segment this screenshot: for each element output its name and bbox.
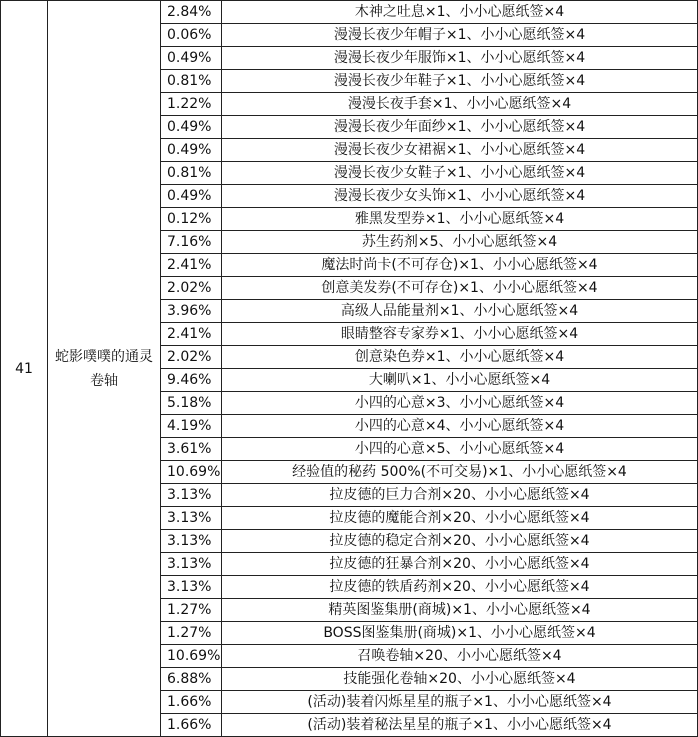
group-name-cell: 蛇影噗噗的通灵卷轴 xyxy=(48,1,161,737)
reward-cell: 小四的心意×4、小小心愿纸签×4 xyxy=(222,415,698,438)
probability-cell: 10.69% xyxy=(161,645,222,668)
probability-cell: 3.13% xyxy=(161,484,222,507)
reward-cell: (活动)装着秘法星星的瓶子×1、小小心愿纸签×4 xyxy=(222,714,698,737)
probability-cell: 1.27% xyxy=(161,599,222,622)
reward-cell: 雅黑发型券×1、小小心愿纸签×4 xyxy=(222,208,698,231)
table-row xyxy=(1,1,698,24)
probability-cell: 1.22% xyxy=(161,93,222,116)
probability-cell: 3.13% xyxy=(161,530,222,553)
probability-cell: 0.81% xyxy=(161,70,222,93)
reward-cell: 漫漫长夜手套×1、小小心愿纸签×4 xyxy=(222,93,698,116)
reward-cell: 技能强化卷轴×20、小小心愿纸签×4 xyxy=(222,668,698,691)
probability-cell: 1.66% xyxy=(161,691,222,714)
probability-cell: 3.61% xyxy=(161,438,222,461)
probability-cell: 3.13% xyxy=(161,576,222,599)
probability-cell: 4.19% xyxy=(161,415,222,438)
probability-cell: 0.49% xyxy=(161,139,222,162)
probability-cell: 2.41% xyxy=(161,323,222,346)
probability-cell: 2.02% xyxy=(161,277,222,300)
probability-cell: 0.06% xyxy=(161,24,222,47)
reward-cell: 漫漫长夜少女裙裾×1、小小心愿纸签×4 xyxy=(222,139,698,162)
reward-cell: 木神之吐息×1、小小心愿纸签×4 xyxy=(222,1,698,24)
reward-cell: 拉皮德的稳定合剂×20、小小心愿纸签×4 xyxy=(222,530,698,553)
reward-cell: 漫漫长夜少年鞋子×1、小小心愿纸签×4 xyxy=(222,70,698,93)
reward-cell: 精英图鉴集册(商城)×1、小小心愿纸签×4 xyxy=(222,599,698,622)
probability-cell: 0.49% xyxy=(161,47,222,70)
reward-cell: 拉皮德的铁盾药剂×20、小小心愿纸签×4 xyxy=(222,576,698,599)
probability-cell: 3.13% xyxy=(161,553,222,576)
reward-cell: 拉皮德的巨力合剂×20、小小心愿纸签×4 xyxy=(222,484,698,507)
probability-cell: 0.12% xyxy=(161,208,222,231)
reward-cell: 小四的心意×3、小小心愿纸签×4 xyxy=(222,392,698,415)
reward-cell: 拉皮德的魔能合剂×20、小小心愿纸签×4 xyxy=(222,507,698,530)
reward-cell: 高级人品能量剂×1、小小心愿纸签×4 xyxy=(222,300,698,323)
probability-cell: 0.49% xyxy=(161,116,222,139)
reward-cell: (活动)装着闪烁星星的瓶子×1、小小心愿纸签×4 xyxy=(222,691,698,714)
probability-cell: 3.13% xyxy=(161,507,222,530)
reward-cell: 漫漫长夜少年服饰×1、小小心愿纸签×4 xyxy=(222,47,698,70)
reward-cell: 创意美发券(不可存仓)×1、小小心愿纸签×4 xyxy=(222,277,698,300)
probability-cell: 0.81% xyxy=(161,162,222,185)
reward-cell: 眼睛整容专家券×1、小小心愿纸签×4 xyxy=(222,323,698,346)
group-index-cell: 41 xyxy=(1,1,48,737)
probability-cell: 9.46% xyxy=(161,369,222,392)
reward-cell: 拉皮德的狂暴合剂×20、小小心愿纸签×4 xyxy=(222,553,698,576)
reward-cell: 召唤卷轴×20、小小心愿纸签×4 xyxy=(222,645,698,668)
probability-table-body xyxy=(1,1,698,737)
probability-cell: 2.02% xyxy=(161,346,222,369)
reward-cell: 魔法时尚卡(不可存仓)×1、小小心愿纸签×4 xyxy=(222,254,698,277)
reward-cell: 小四的心意×5、小小心愿纸签×4 xyxy=(222,438,698,461)
probability-cell: 2.41% xyxy=(161,254,222,277)
probability-cell: 5.18% xyxy=(161,392,222,415)
reward-cell: 漫漫长夜少女鞋子×1、小小心愿纸签×4 xyxy=(222,162,698,185)
probability-cell: 2.84% xyxy=(161,1,222,24)
probability-cell: 0.49% xyxy=(161,185,222,208)
reward-cell: BOSS图鉴集册(商城)×1、小小心愿纸签×4 xyxy=(222,622,698,645)
reward-cell: 创意染色券×1、小小心愿纸签×4 xyxy=(222,346,698,369)
reward-cell: 漫漫长夜少年帽子×1、小小心愿纸签×4 xyxy=(222,24,698,47)
probability-cell: 3.96% xyxy=(161,300,222,323)
reward-cell: 漫漫长夜少年面纱×1、小小心愿纸签×4 xyxy=(222,116,698,139)
reward-cell: 漫漫长夜少女头饰×1、小小心愿纸签×4 xyxy=(222,185,698,208)
reward-cell: 大喇叭×1、小小心愿纸签×4 xyxy=(222,369,698,392)
probability-cell: 1.27% xyxy=(161,622,222,645)
reward-cell: 经验值的秘药 500%(不可交易)×1、小小心愿纸签×4 xyxy=(222,461,698,484)
probability-cell: 1.66% xyxy=(161,714,222,737)
probability-cell: 10.69% xyxy=(161,461,222,484)
probability-cell: 6.88% xyxy=(161,668,222,691)
probability-cell: 7.16% xyxy=(161,231,222,254)
reward-cell: 苏生药剂×5、小小心愿纸签×4 xyxy=(222,231,698,254)
